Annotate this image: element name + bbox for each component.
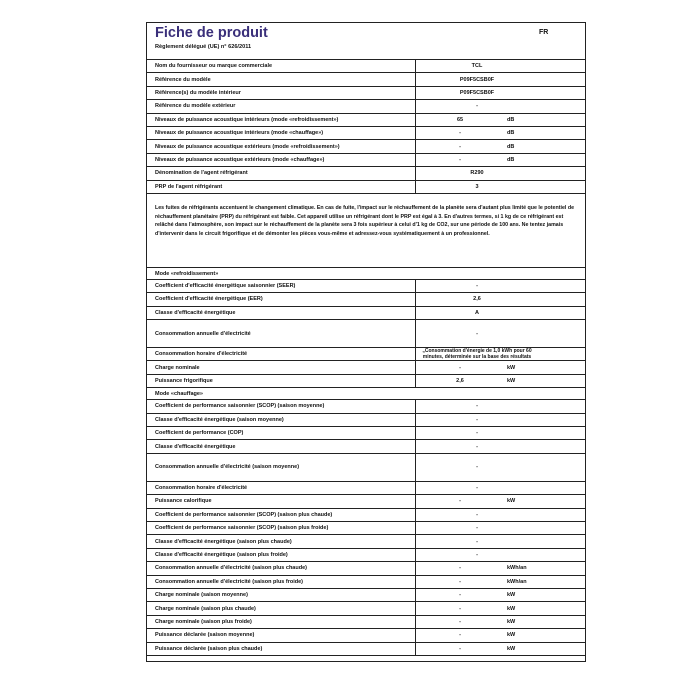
column-divider: [415, 60, 416, 72]
row-label: Puissance déclarée (saison plus chaude): [155, 645, 263, 652]
column-divider: [415, 629, 416, 641]
row-value: -: [476, 416, 478, 423]
row-label: Niveaux de puissance acoustique extérieurs (mode «refroidissement»): [155, 143, 340, 150]
row-value: 2,6: [473, 296, 481, 303]
row-value: TCL: [471, 63, 483, 70]
row-value: -: [476, 103, 478, 110]
table-row: [147, 482, 585, 495]
row-value: -: [459, 156, 461, 163]
row-label: Coefficient d'efficacité énergétique saisonnier (SEER): [155, 283, 296, 290]
row-value: 3: [475, 183, 479, 190]
row-label: PRP de l'agent réfrigérant: [155, 183, 223, 190]
row-value: -: [476, 485, 478, 491]
row-label: Classe d'efficacité énergétique (saison plus froide): [155, 551, 288, 558]
table-row: [147, 320, 585, 348]
table-row: [147, 629, 585, 642]
row-label: Puissance calorifique: [155, 498, 212, 505]
row-unit: dB: [507, 130, 515, 137]
column-divider: [415, 549, 416, 561]
table-row: [147, 495, 585, 508]
row-unit: kWh/an: [507, 578, 527, 585]
row-unit: dB: [507, 143, 515, 150]
column-divider: [415, 562, 416, 574]
regulation-reference: Règlement délégué (UE) n° 626/2011: [155, 44, 252, 50]
column-divider: [415, 589, 416, 601]
table-row: [147, 361, 585, 374]
column-divider: [415, 181, 416, 193]
row-label: Classe d'efficacité énergétique: [155, 443, 236, 450]
row-value: -: [459, 645, 461, 652]
general-info-table: [147, 60, 585, 194]
table-row: [147, 167, 585, 180]
language-code: FR: [539, 29, 549, 36]
row-unit: kW: [507, 498, 516, 505]
column-divider: [415, 535, 416, 547]
row-label: Nom du fournisseur ou marque commerciale: [155, 63, 273, 70]
table-row: [147, 60, 585, 73]
row-value: 65: [456, 116, 464, 123]
row-label: Charge nominale (saison plus froide): [155, 618, 252, 625]
table-row: [147, 375, 585, 388]
table-row: [147, 293, 585, 306]
column-divider: [415, 280, 416, 292]
row-value: -: [476, 551, 478, 558]
row-value: -: [476, 403, 478, 410]
heating-table: [147, 400, 585, 656]
row-label: Niveaux de puissance acoustique intérieurs (mode «refroidissement»): [155, 116, 339, 123]
column-divider: [415, 522, 416, 534]
sheet-title: Fiche de produit: [155, 25, 268, 41]
row-label: Consommation annuelle d'électricité (saison plus chaude): [155, 565, 307, 572]
row-value: -: [459, 592, 461, 599]
row-value: -: [459, 143, 461, 150]
section-heating-label: Mode «chauffage»: [155, 391, 203, 398]
section-heating: [147, 388, 585, 400]
column-divider: [415, 167, 416, 179]
row-note: „Consommation d'énergie de 1,0 kWh pour 60 minutes, déterminée sur la base des résultats: [422, 348, 532, 361]
column-divider: [415, 400, 416, 412]
column-divider: [415, 440, 416, 452]
table-row: [147, 181, 585, 194]
row-value: 2,6: [456, 378, 464, 385]
row-value: -: [459, 578, 461, 585]
column-divider: [415, 140, 416, 152]
row-value: -: [459, 605, 461, 612]
row-unit: kW: [507, 645, 516, 652]
row-label: Charge nominale (saison plus chaude): [155, 605, 256, 612]
row-value: -: [476, 283, 478, 290]
column-divider: [415, 348, 416, 360]
column-divider: [415, 643, 416, 655]
column-divider: [415, 100, 416, 112]
row-value: -: [476, 538, 478, 545]
row-value: A: [475, 309, 479, 316]
table-row: [147, 643, 585, 656]
row-value: -: [476, 430, 478, 437]
column-divider: [415, 154, 416, 166]
refrigerant-notice: [147, 194, 585, 268]
row-value: -: [476, 525, 478, 532]
section-cooling-label: Mode «refroidissement»: [155, 270, 219, 277]
refrigerant-notice-text: Les fuites de réfrigérants accentuent le changement climatique. En cas de fuite, l'impact sur le réchauffement de la planète sera d'autant plus limité que le potentiel de réchauffement planétaire (PRP) du réfrigérant est faible. Cet appareil utilise un réfrigérant dont le PRP est égal à 3. En d'autres termes, si 1 kg de ce réfrigérant est relâché dans l'atmosphère, son impact sur le réchauffement de la planète sera 3 fois supérieur à celui d'1 kg de CO2, sur une période de 100 ans. Ne tentez jamais d'intervenir dans le circuit frigorifique et de démonter les pièces vous-même et adressez-vous systématiquement à un professionnel.: [155, 204, 575, 237]
table-row: [147, 73, 585, 86]
table-row: [147, 414, 585, 427]
column-divider: [415, 320, 416, 347]
row-value: -: [459, 632, 461, 639]
row-label: Charge nominale: [155, 364, 200, 371]
row-value: -: [476, 511, 478, 518]
row-label: Dénomination de l'agent réfrigérant: [155, 170, 248, 177]
column-divider: [415, 616, 416, 628]
column-divider: [415, 127, 416, 139]
table-row: [147, 616, 585, 629]
column-divider: [415, 495, 416, 507]
column-divider: [415, 87, 416, 99]
table-row: [147, 427, 585, 440]
row-label: Coefficient de performance saisonnier (SCOP) (saison moyenne): [155, 403, 325, 410]
row-label: Consommation annuelle d'électricité (saison moyenne): [155, 464, 300, 471]
row-value: -: [459, 618, 461, 625]
column-divider: [415, 73, 416, 85]
row-label: Référence du modèle extérieur: [155, 103, 236, 110]
row-unit: kW: [507, 378, 516, 385]
table-row: [147, 154, 585, 167]
row-label: Charge nominale (saison moyenne): [155, 592, 248, 599]
column-divider: [415, 307, 416, 319]
row-value: P09F5CSB0F: [459, 76, 495, 83]
row-label: Référence(s) du modèle intérieur: [155, 89, 241, 96]
product-sheet: [146, 22, 586, 662]
column-divider: [415, 427, 416, 439]
column-divider: [415, 293, 416, 305]
row-label: Puissance déclarée (saison moyenne): [155, 632, 255, 639]
column-divider: [415, 114, 416, 126]
table-row: [147, 522, 585, 535]
row-label: Coefficient de performance saisonnier (SCOP) (saison plus froide): [155, 525, 329, 532]
table-row: [147, 400, 585, 413]
row-value: -: [459, 565, 461, 572]
row-label: Niveaux de puissance acoustique extérieurs (mode «chauffage»): [155, 156, 325, 163]
column-divider: [415, 576, 416, 588]
table-row: [147, 454, 585, 482]
table-row: [147, 127, 585, 140]
row-value: -: [459, 364, 461, 371]
row-label: Référence du modèle: [155, 76, 211, 83]
row-label: Niveaux de puissance acoustique intérieurs (mode «chauffage»): [155, 130, 324, 137]
row-label: Consommation horaire d'électricité: [155, 351, 248, 358]
row-unit: dB: [507, 156, 515, 163]
column-divider: [415, 602, 416, 614]
row-label: Coefficient de performance saisonnier (SCOP) (saison plus chaude): [155, 511, 333, 518]
table-row: [147, 535, 585, 548]
row-label: Classe d'efficacité énergétique (saison plus chaude): [155, 538, 292, 545]
table-row: [147, 576, 585, 589]
column-divider: [415, 482, 416, 494]
row-value: -: [459, 130, 461, 137]
row-label: Consommation annuelle d'électricité: [155, 330, 251, 337]
row-label: Consommation horaire d'électricité: [155, 485, 248, 491]
table-row: [147, 114, 585, 127]
row-label: Coefficient de performance (COP): [155, 430, 244, 437]
row-label: Puissance frigorifique: [155, 378, 213, 385]
row-unit: dB: [507, 116, 515, 123]
row-unit: kW: [507, 632, 516, 639]
row-value: R290: [470, 170, 484, 177]
table-row: [147, 307, 585, 320]
table-row: [147, 140, 585, 153]
row-label: Classe d'efficacité énergétique: [155, 309, 236, 316]
row-unit: kWh/an: [507, 565, 527, 572]
table-row: [147, 87, 585, 100]
column-divider: [415, 414, 416, 426]
table-row: [147, 602, 585, 615]
row-label: Classe d'efficacité énergétique (saison moyenne): [155, 416, 284, 423]
table-row: [147, 509, 585, 522]
row-unit: kW: [507, 592, 516, 599]
table-row: [147, 440, 585, 453]
table-row: [147, 100, 585, 113]
row-value: -: [476, 464, 478, 471]
column-divider: [415, 375, 416, 387]
cooling-table: [147, 280, 585, 388]
row-label: Coefficient d'efficacité énergétique (EER): [155, 296, 263, 303]
section-cooling: [147, 268, 585, 280]
table-row: [147, 562, 585, 575]
column-divider: [415, 454, 416, 481]
table-row: [147, 549, 585, 562]
row-value: -: [476, 443, 478, 450]
row-unit: kW: [507, 618, 516, 625]
row-value: -: [459, 498, 461, 505]
row-value: -: [476, 330, 478, 337]
sheet-header: [147, 23, 585, 60]
row-value: P09F5CSB0F: [459, 89, 495, 96]
column-divider: [415, 509, 416, 521]
table-row: [147, 348, 585, 361]
column-divider: [415, 361, 416, 373]
row-label: Consommation annuelle d'électricité (saison plus froide): [155, 578, 304, 585]
table-row: [147, 589, 585, 602]
row-unit: kW: [507, 364, 516, 371]
table-row: [147, 280, 585, 293]
row-unit: kW: [507, 605, 516, 612]
